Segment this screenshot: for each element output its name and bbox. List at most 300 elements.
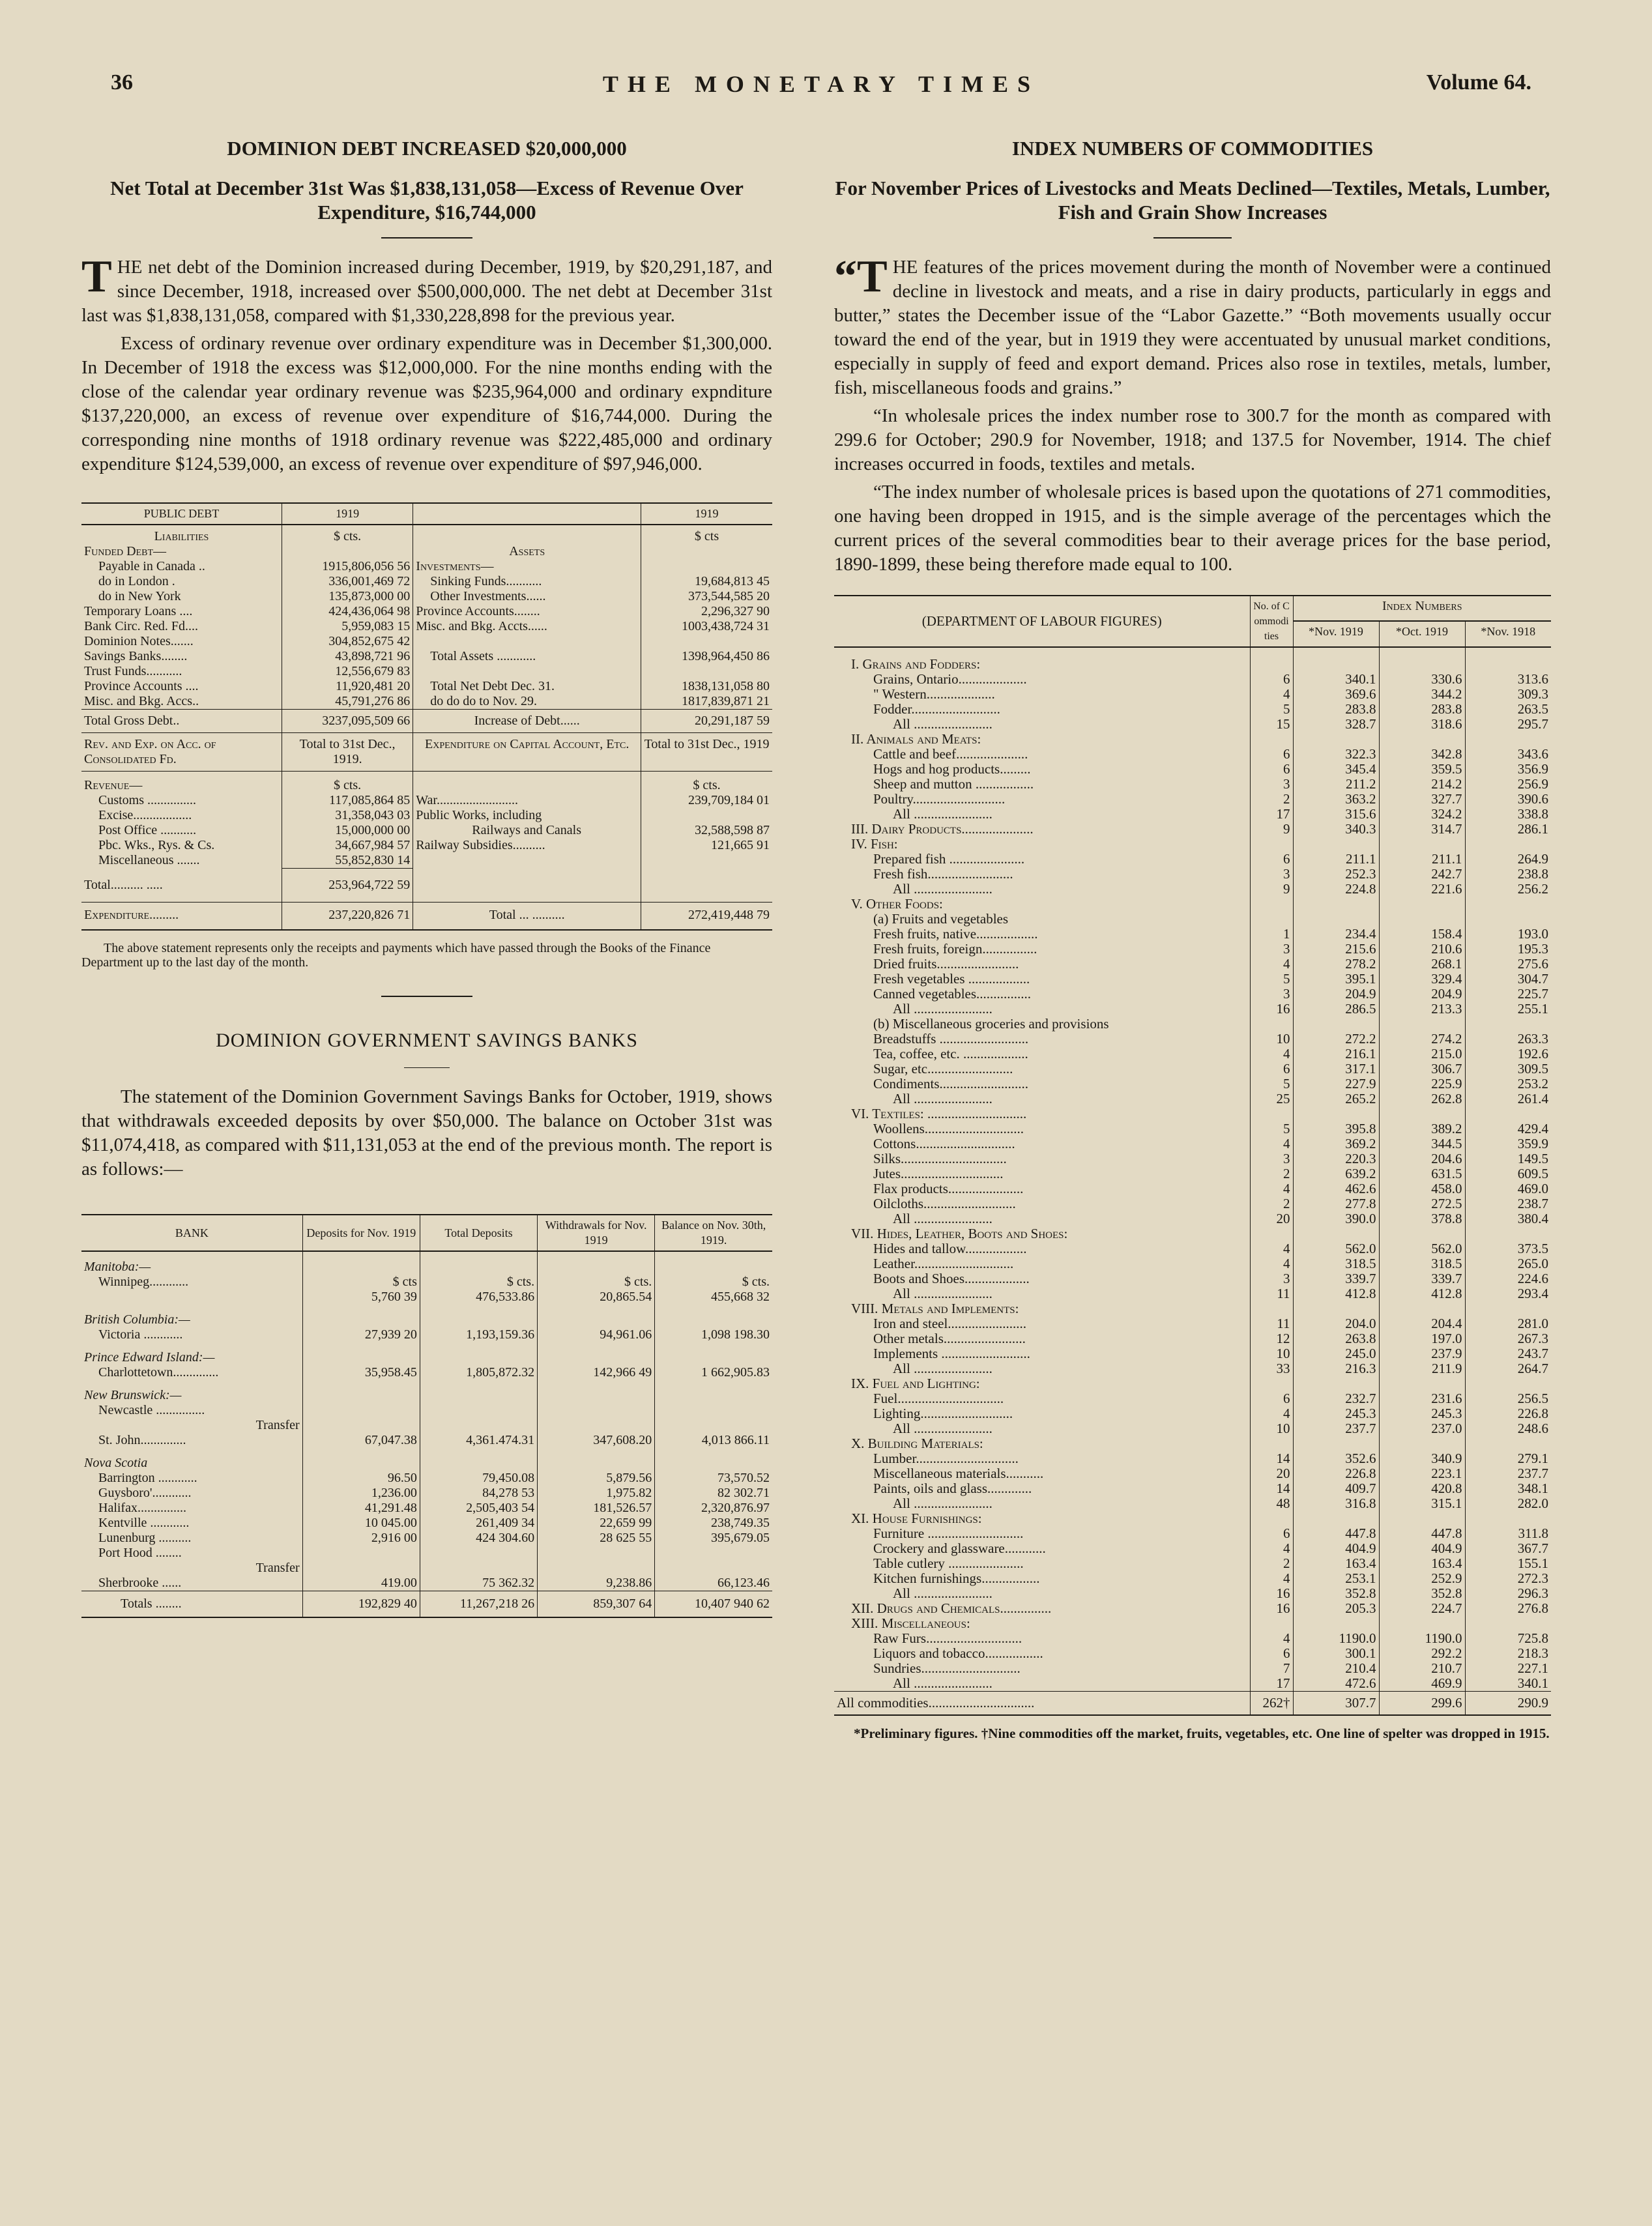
index-cell: 313.6: [1465, 672, 1551, 687]
bank-cell: 1,098 198.30: [655, 1327, 772, 1342]
index-cell: V. Other Foods:: [851, 896, 943, 912]
bank-cell: 2,505,403 54: [420, 1501, 537, 1516]
debt-cell: 373,544,585 20: [641, 589, 772, 604]
index-cell: 6: [1250, 747, 1293, 762]
bank-cell: [420, 1251, 537, 1275]
revenue-rows: [81, 793, 772, 869]
debt-cell: Total Net Debt Dec. 31.: [413, 679, 641, 694]
index-cell: Poultry...........................: [873, 791, 1006, 807]
index-cell: 390.0: [1293, 1211, 1379, 1226]
index-cell: 373.5: [1465, 1241, 1551, 1256]
debt-col-header: 1919: [282, 504, 413, 525]
index-row: [834, 882, 1551, 897]
index-cell: 5: [1250, 1121, 1293, 1136]
index-cell: 264.7: [1465, 1361, 1551, 1376]
index-cell: Condiments..........................: [873, 1076, 1029, 1091]
index-cell: 231.6: [1379, 1391, 1465, 1406]
index-cell: 265.0: [1465, 1256, 1551, 1271]
index-cell: 562.0: [1379, 1241, 1465, 1256]
revenue-cell: Pbc. Wks., Rys. & Cs.: [98, 838, 215, 852]
index-cell: 327.7: [1379, 792, 1465, 807]
index-cell: 3: [1250, 867, 1293, 882]
index-cell: 256.5: [1465, 1391, 1551, 1406]
revenue-cell: 31,358,043 03: [282, 808, 413, 823]
debt-cell: Payable in Canada ..: [98, 559, 205, 573]
bank-row: [81, 1380, 772, 1403]
index-cell: [1379, 1376, 1465, 1391]
index-cell: 2: [1250, 1166, 1293, 1181]
bank-cell: [655, 1418, 772, 1433]
index-cell: 3: [1250, 777, 1293, 792]
index-row: [834, 1346, 1551, 1361]
index-cell: All .......................: [893, 1001, 993, 1017]
index-cell: 155.1: [1465, 1556, 1551, 1571]
index-cell: 238.8: [1465, 867, 1551, 882]
index-cell: 224.6: [1465, 1271, 1551, 1286]
bank-cell: 66,123.46: [655, 1576, 772, 1591]
index-cell: 369.6: [1293, 687, 1379, 702]
debt-paragraph-2: Excess of ordinary revenue over ordinary expenditure was in December $1,300,000. In December of 1918 the excess was $12,000,000. For the nine months ending with the close of the calendar year ordinary revenue was $235,964,000 and ordinary expnditure $137,220,000, an excess of revenue over expenditure of $16,744,000. During the corresponding nine months of 1918 ordinary revenue was $222,485,000 and ordinary expenditure $124,539,000, an excess of revenue over expenditure of $97,946,000.: [81, 333, 772, 474]
index-cell: IX. Fuel and Lighting:: [851, 1376, 980, 1391]
index-cell: [1465, 647, 1551, 672]
divider: [381, 237, 472, 238]
revenue-cell: 32,588,598 87: [641, 823, 772, 838]
bank-cell: 35,958.45: [302, 1365, 420, 1380]
all-commodities-nov1918: 290.9: [1465, 1692, 1551, 1715]
bank-cell: 424 304.60: [420, 1531, 537, 1546]
debt-cell: 43,898,721 96: [282, 649, 413, 664]
index-cell: [1250, 897, 1293, 912]
index-cell: All .......................: [893, 1585, 993, 1601]
index-cell: 315.6: [1293, 807, 1379, 822]
index-cell: 339.7: [1379, 1271, 1465, 1286]
index-cell: 211.2: [1293, 777, 1379, 792]
index-row: [834, 1136, 1551, 1151]
bank-cell: [655, 1448, 772, 1471]
index-cell: 412.8: [1379, 1286, 1465, 1301]
index-cell: 363.2: [1293, 792, 1379, 807]
index-row: [834, 1196, 1551, 1211]
index-cell: Boots and Shoes...................: [873, 1271, 1030, 1286]
index-cell: 238.7: [1465, 1196, 1551, 1211]
capital-total-value: 272,419,448 79: [641, 902, 772, 929]
expenditure-value: 237,220,826 71: [282, 902, 413, 929]
index-cell: 220.3: [1293, 1151, 1379, 1166]
debt-cell: 1398,964,450 86: [641, 649, 772, 664]
index-cell: 256.2: [1465, 882, 1551, 897]
debt-col-header: 1919: [641, 504, 772, 525]
index-cell: 149.5: [1465, 1151, 1551, 1166]
index-cell: 4: [1250, 1256, 1293, 1271]
index-cell: [1379, 1511, 1465, 1526]
index-cell: Lumber..............................: [873, 1451, 1019, 1466]
index-cell: Sundries.............................: [873, 1660, 1021, 1676]
index-cell: 4: [1250, 687, 1293, 702]
bank-row: [81, 1433, 772, 1448]
index-cell: 225.9: [1379, 1077, 1465, 1091]
index-cell: [1379, 1106, 1465, 1121]
blank-cell: [641, 869, 772, 903]
assets-label: Assets: [413, 544, 641, 559]
index-cell: 3: [1250, 1151, 1293, 1166]
blank-cell: [413, 869, 641, 903]
index-row: [834, 762, 1551, 777]
index-cell: 163.4: [1379, 1556, 1465, 1571]
index-cell: 340.1: [1293, 672, 1379, 687]
bank-cell: 455,668 32: [655, 1290, 772, 1305]
bank-row: [81, 1561, 772, 1576]
bank-cell: 2,320,876.97: [655, 1501, 772, 1516]
index-cell: [1379, 1301, 1465, 1316]
index-cell: 4: [1250, 1181, 1293, 1196]
publication-title: THE MONETARY TIMES: [602, 71, 1040, 97]
index-oct1919-header: *Oct. 1919: [1379, 621, 1465, 647]
bank-cell: [538, 1305, 655, 1327]
bank-col-header: Deposits for Nov. 1919: [302, 1215, 420, 1251]
bank-cell: 41,291.48: [302, 1501, 420, 1516]
index-cell: 2: [1250, 1196, 1293, 1211]
index-row: [834, 672, 1551, 687]
index-cell: 10: [1250, 1032, 1293, 1047]
index-cell: 316.8: [1293, 1496, 1379, 1511]
index-cell: Sugar, etc.........................: [873, 1061, 1013, 1077]
index-cell: 469.0: [1465, 1181, 1551, 1196]
index-cell: 352.8: [1379, 1586, 1465, 1601]
index-cell: 245.3: [1293, 1406, 1379, 1421]
index-row: [834, 647, 1551, 672]
revenue-cell: Excise..................: [98, 808, 192, 822]
debt-footnote: The above statement represents only the receipts and payments which have passed through the Books of the Finance Department up to the last day of the month.: [81, 940, 711, 970]
index-row: [834, 927, 1551, 942]
bank-cell: [655, 1546, 772, 1561]
index-cell: 4: [1250, 1541, 1293, 1556]
bank-cell: [302, 1561, 420, 1576]
divider: [404, 1067, 450, 1069]
index-cell: [1465, 912, 1551, 927]
revenue-cell: [641, 808, 772, 823]
index-cell: 195.3: [1465, 942, 1551, 957]
index-cell: [1250, 732, 1293, 747]
index-cell: 211.9: [1379, 1361, 1465, 1376]
index-cell: 329.4: [1379, 972, 1465, 987]
index-row: [834, 702, 1551, 717]
index-cell: 352.8: [1293, 1586, 1379, 1601]
index-cell: 369.2: [1293, 1136, 1379, 1151]
bank-row: [81, 1546, 772, 1561]
debt-row: [81, 589, 772, 604]
index-cell: 11: [1250, 1286, 1293, 1301]
index-cell: 340.1: [1465, 1676, 1551, 1692]
index-cell: 318.6: [1379, 717, 1465, 732]
index-row: [834, 1106, 1551, 1121]
bank-row: [81, 1471, 772, 1486]
bank-cell: Totals ........: [81, 1591, 302, 1617]
index-cell: Crockery and glassware............: [873, 1540, 1046, 1556]
left-column: [81, 137, 772, 1618]
index-cell: Table cutlery ......................: [873, 1555, 1024, 1571]
bank-cell: British Columbia:—: [84, 1312, 190, 1327]
index-row: [834, 1316, 1551, 1331]
index-cell: 342.8: [1379, 747, 1465, 762]
debt-row: [81, 649, 772, 664]
bank-cell: [420, 1403, 537, 1418]
index-cell: 10: [1250, 1421, 1293, 1436]
revenue-cell: 121,665 91: [641, 838, 772, 853]
index-row: [834, 807, 1551, 822]
debt-cell: 1003,438,724 31: [641, 619, 772, 634]
bank-row: [81, 1403, 772, 1418]
debt-cell: Total Assets ............: [413, 649, 641, 664]
index-cell: 268.1: [1379, 957, 1465, 972]
revenue-cell: Railways and Canals: [413, 823, 641, 838]
index-cell: 278.2: [1293, 957, 1379, 972]
index-cell: [1465, 1226, 1551, 1241]
index-cell: [1465, 1616, 1551, 1631]
index-cell: IV. Fish:: [851, 836, 898, 852]
index-cell: 4: [1250, 1406, 1293, 1421]
index-row: [834, 1181, 1551, 1196]
index-cell: 253.2: [1465, 1077, 1551, 1091]
bank-cell: 261,409 34: [420, 1516, 537, 1531]
index-row: [834, 1286, 1551, 1301]
index-cell: Kitchen furnishings.................: [873, 1570, 1040, 1586]
bank-row: [81, 1516, 772, 1531]
bank-row: [81, 1418, 772, 1433]
bank-cell: 20,865.54: [538, 1290, 655, 1305]
index-cell: 344.2: [1379, 687, 1465, 702]
index-cell: 263.8: [1293, 1331, 1379, 1346]
index-row: [834, 1481, 1551, 1496]
bank-col-header: BANK: [81, 1215, 302, 1251]
index-row: [834, 1661, 1551, 1676]
index-cell: Iron and steel.......................: [873, 1316, 1027, 1331]
index-cell: [1293, 837, 1379, 852]
index-cell: 275.6: [1465, 957, 1551, 972]
index-cell: [1465, 837, 1551, 852]
index-cell: 1190.0: [1379, 1631, 1465, 1646]
increase-value: 20,291,187 59: [641, 710, 772, 733]
revenue-cell: [641, 853, 772, 869]
index-cell: 272.2: [1293, 1032, 1379, 1047]
bank-cell: 419.00: [302, 1576, 420, 1591]
bank-col-header: Total Deposits: [420, 1215, 537, 1251]
index-row: [834, 1062, 1551, 1077]
index-cell: Dried fruits........................: [873, 956, 1019, 972]
index-cell: 9: [1250, 822, 1293, 837]
index-cell: 12: [1250, 1331, 1293, 1346]
index-cell: 10: [1250, 1346, 1293, 1361]
index-cell: 282.0: [1465, 1496, 1551, 1511]
index-cell: XI. House Furnishings:: [851, 1510, 982, 1526]
index-row: [834, 822, 1551, 837]
index-nov1918-header: *Nov. 1918: [1465, 621, 1551, 647]
index-cell: [1379, 1226, 1465, 1241]
debt-cell: 45,791,276 86: [282, 694, 413, 710]
bank-cell: Kentville ............: [98, 1516, 190, 1530]
funded-debt-label: Funded Debt—: [84, 544, 167, 558]
revenue-cell: Miscellaneous .......: [98, 853, 200, 867]
index-cell: [1465, 1017, 1551, 1032]
bank-cell: Barrington ............: [98, 1471, 197, 1485]
index-row: [834, 777, 1551, 792]
blank-cell: [282, 544, 413, 559]
bank-cell: 82 302.71: [655, 1486, 772, 1501]
bank-cell: 1,805,872.32: [420, 1365, 537, 1380]
bank-cell: [302, 1448, 420, 1471]
index-cell: 204.4: [1379, 1316, 1465, 1331]
index-row: [834, 1166, 1551, 1181]
debt-cell: do do do to Nov. 29.: [413, 694, 641, 710]
index-cell: Cattle and beef.....................: [873, 746, 1028, 762]
index-cell: 204.9: [1293, 987, 1379, 1002]
index-article-title: INDEX NUMBERS OF COMMODITIES: [1011, 137, 1374, 160]
index-cell: 6: [1250, 852, 1293, 867]
index-cell: 339.7: [1293, 1271, 1379, 1286]
index-cell: 4: [1250, 1136, 1293, 1151]
index-cell: 286.5: [1293, 1002, 1379, 1017]
index-cell: 253.1: [1293, 1571, 1379, 1586]
index-row: [834, 1406, 1551, 1421]
bank-cell: 1,975.82: [538, 1486, 655, 1501]
revenue-row: [81, 853, 772, 869]
index-cell: Tea, coffee, etc. ...................: [873, 1046, 1028, 1062]
bank-cell: 84,278 53: [420, 1486, 537, 1501]
index-row: [834, 1421, 1551, 1436]
index-cell: 429.4: [1465, 1121, 1551, 1136]
index-cell: 309.3: [1465, 687, 1551, 702]
index-cell: 3: [1250, 987, 1293, 1002]
index-cell: 462.6: [1293, 1181, 1379, 1196]
index-row: [834, 1586, 1551, 1601]
debt-row: [81, 604, 772, 619]
bank-cell: New Brunswick:—: [84, 1388, 182, 1402]
index-row: [834, 912, 1551, 927]
index-row: [834, 942, 1551, 957]
bank-cell: [420, 1418, 537, 1433]
bank-cell: 395,679.05: [655, 1531, 772, 1546]
index-cell: 205.3: [1293, 1601, 1379, 1616]
bank-cell: [655, 1305, 772, 1327]
index-cell: 3: [1250, 1271, 1293, 1286]
index-cell: 214.2: [1379, 777, 1465, 792]
bank-cell: 1 662,905.83: [655, 1365, 772, 1380]
index-cell: 2: [1250, 792, 1293, 807]
bank-cell: Guysboro'............: [98, 1486, 192, 1500]
index-cell: I. Grains and Fodders:: [851, 656, 981, 672]
index-cell: 562.0: [1293, 1241, 1379, 1256]
index-row: [834, 1361, 1551, 1376]
index-cell: Woollens.............................: [873, 1121, 1024, 1136]
debt-cell: [641, 634, 772, 649]
index-cell: 4: [1250, 1631, 1293, 1646]
index-cell: [1250, 1301, 1293, 1316]
index-cell: 348.1: [1465, 1481, 1551, 1496]
index-cell: 204.0: [1293, 1316, 1379, 1331]
bank-cell: St. John..............: [98, 1433, 186, 1447]
index-cell: 264.9: [1465, 852, 1551, 867]
bank-cell: 859,307 64: [538, 1591, 655, 1617]
index-cell: 223.1: [1379, 1466, 1465, 1481]
index-cell: 330.6: [1379, 672, 1465, 687]
index-cell: 359.5: [1379, 762, 1465, 777]
index-cell: [1465, 1106, 1551, 1121]
index-cell: All .......................: [893, 716, 993, 732]
divider: [1153, 237, 1232, 238]
index-cell: Leather.............................: [873, 1256, 1014, 1271]
bank-cell: [302, 1546, 420, 1561]
index-cell: All .......................: [893, 1675, 993, 1691]
index-row: [834, 1496, 1551, 1511]
currency-label: $ cts.: [641, 772, 772, 794]
all-commodities-nov1919: 307.7: [1293, 1692, 1379, 1715]
index-cell: 234.4: [1293, 927, 1379, 942]
index-row: [834, 1151, 1551, 1166]
right-column: [834, 137, 1551, 1741]
bank-cell: $ cts.: [420, 1275, 537, 1290]
debt-cell: [413, 634, 641, 649]
index-cell: [1379, 1616, 1465, 1631]
bank-cell: Nova Scotia: [84, 1456, 148, 1470]
index-cell: 338.8: [1465, 807, 1551, 822]
index-cell: 7: [1250, 1661, 1293, 1676]
index-cell: 226.8: [1465, 1406, 1551, 1421]
index-row: [834, 1002, 1551, 1017]
debt-row: [81, 559, 772, 574]
index-cell: 265.2: [1293, 1091, 1379, 1106]
index-cell: 5: [1250, 702, 1293, 717]
revenue-row: [81, 838, 772, 853]
index-cell: All .......................: [893, 1496, 993, 1511]
debt-cell: Savings Banks........: [84, 649, 188, 663]
index-cell: 344.5: [1379, 1136, 1465, 1151]
index-article-subtitle: For November Prices of Livestocks and Meats Declined—Textiles, Metals, Lumber, Fish and Grain Show Increases: [835, 177, 1550, 224]
index-cell: [1250, 1436, 1293, 1451]
index-cell: 311.8: [1465, 1526, 1551, 1541]
index-cell: 248.6: [1465, 1421, 1551, 1436]
rev-exp-header: Total to 31st Dec., 1919: [641, 733, 772, 772]
index-cell: 293.4: [1465, 1286, 1551, 1301]
index-cell: 447.8: [1379, 1526, 1465, 1541]
gross-debt-label: Total Gross Debt..: [81, 710, 282, 733]
debt-row: [81, 694, 772, 710]
index-cell: 48: [1250, 1496, 1293, 1511]
index-cell: 725.8: [1465, 1631, 1551, 1646]
index-cell: (a) Fruits and vegetables: [873, 911, 1009, 927]
debt-col-header: PUBLIC DEBT: [81, 504, 282, 525]
index-row: [834, 1466, 1551, 1481]
index-cell: Fuel...............................: [873, 1391, 1004, 1406]
index-cell: 4: [1250, 1047, 1293, 1062]
index-cell: 6: [1250, 1646, 1293, 1661]
index-cell: 15: [1250, 717, 1293, 732]
index-cell: 9: [1250, 882, 1293, 897]
index-cell: 17: [1250, 1676, 1293, 1692]
debt-cell: 304,852,675 42: [282, 634, 413, 649]
index-cell: 25: [1250, 1091, 1293, 1106]
index-cell: All .......................: [893, 881, 993, 897]
bank-cell: [302, 1380, 420, 1403]
index-cell: 226.8: [1293, 1466, 1379, 1481]
index-cell: 300.1: [1293, 1646, 1379, 1661]
index-cell: [1250, 1511, 1293, 1526]
index-cell: 237.7: [1465, 1466, 1551, 1481]
index-cell: 286.1: [1465, 822, 1551, 837]
index-row: [834, 1331, 1551, 1346]
index-cell: Liquors and tobacco.................: [873, 1645, 1043, 1661]
bank-row: [81, 1251, 772, 1275]
bank-cell: [538, 1418, 655, 1433]
index-cell: 356.9: [1465, 762, 1551, 777]
